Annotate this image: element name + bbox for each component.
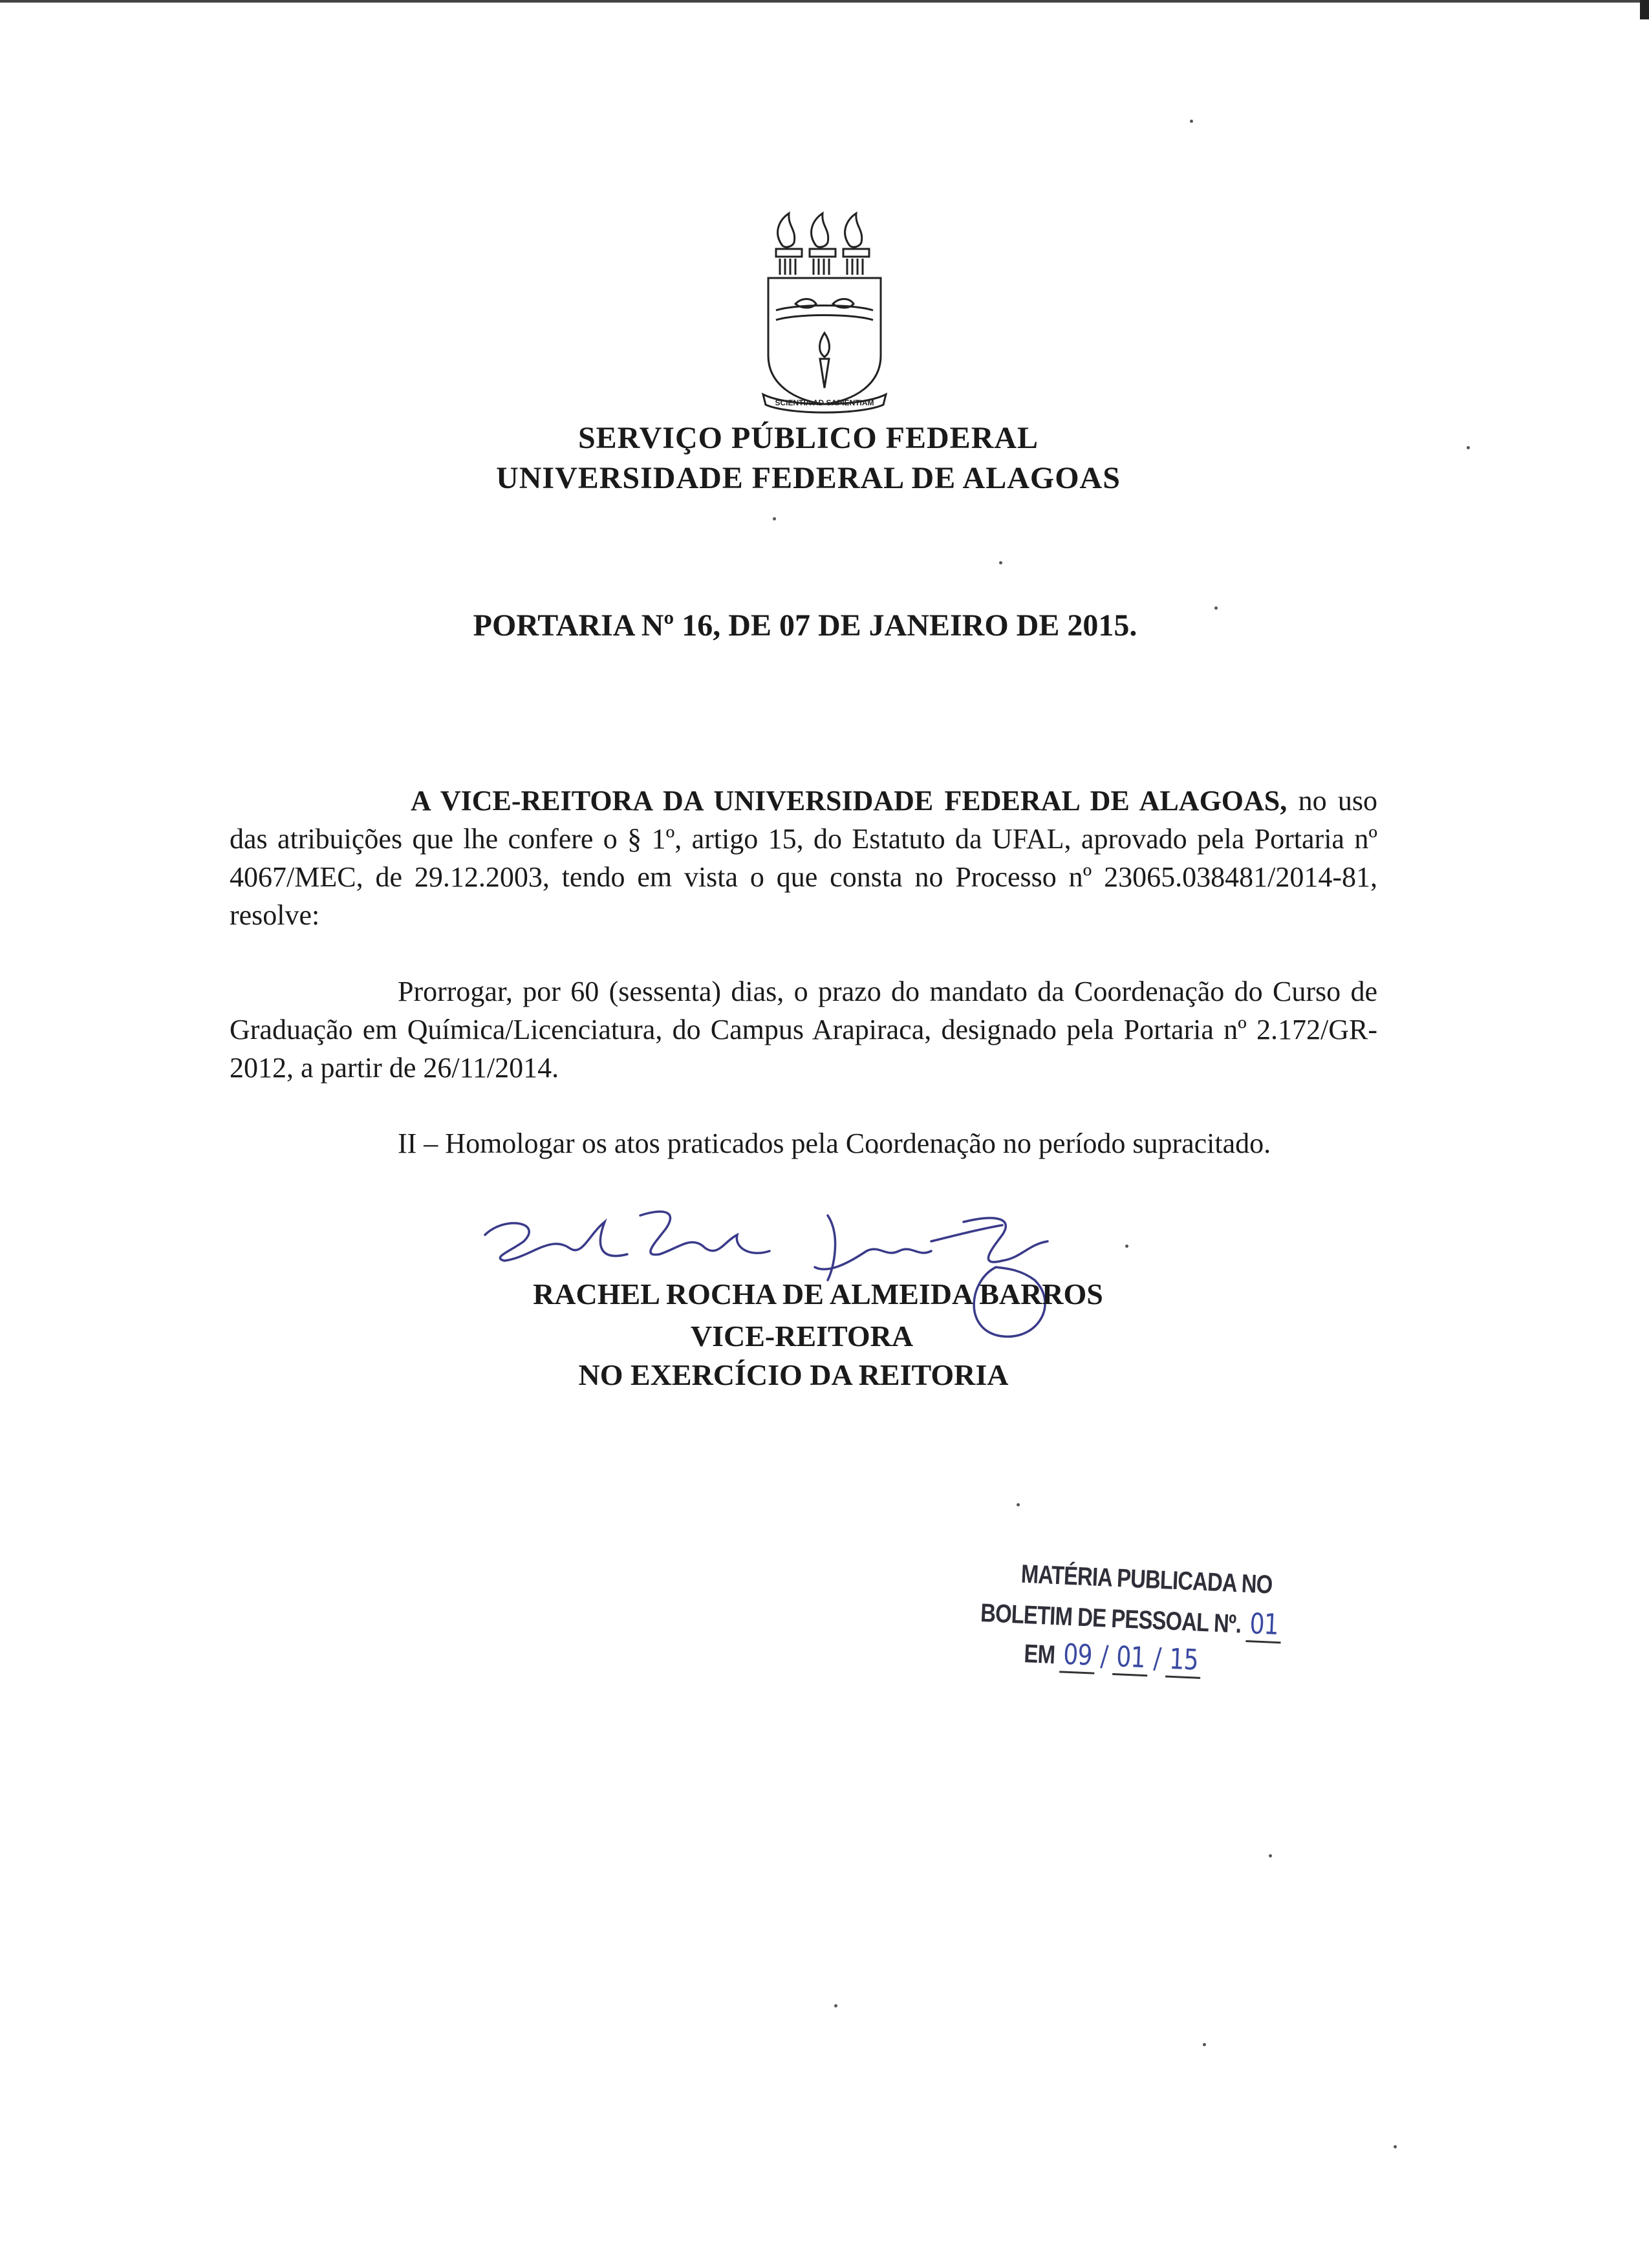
preamble-paragraph xyxy=(230,782,1377,934)
preamble-text: no uso das atribuições que lhe confere o § 1º, artigo 15, do Estatuto da UFAL, aprovado pela Portaria nº 4067/MEC, de 29.12.2003, tendo em vista o que consta no Processo nº 23065.038481/2014-81, resolve: xyxy=(230,785,1377,931)
header-service-line: SERVIÇO PÚBLICO FEDERAL xyxy=(577,421,1039,455)
stamp-line-3 xyxy=(1024,1636,1202,1677)
stamp-date-label: EM xyxy=(1023,1639,1056,1669)
scan-border-corner xyxy=(1640,0,1649,19)
scan-speck xyxy=(1017,1503,1020,1506)
resolution-paragraph-1: Prorrogar, por 60 (sessenta) dias, o prazo do mandato da Coordenação do Curso de Graduação em Química/Licenciatura, do Campus Arapiraca, designado pela Portaria nº 2.172/GR-2012, a partir de 26/11/2014. xyxy=(230,976,1377,1084)
scan-speck xyxy=(1269,1854,1272,1857)
scan-speck xyxy=(1203,2043,1206,2046)
stamp-bulletin-number: 01 xyxy=(1245,1607,1282,1643)
header-university-line: UNIVERSIDADE FEDERAL DE ALAGOAS xyxy=(496,461,1121,495)
signatory-role: VICE-REITORA xyxy=(690,1320,914,1353)
scan-speck xyxy=(1190,120,1193,123)
stamp-line-1: MATÉRIA PUBLICADA NO xyxy=(1020,1559,1273,1599)
scan-speck xyxy=(1394,2145,1397,2148)
signatory-name: RACHEL ROCHA DE ALMEIDA BARROS xyxy=(533,1278,1103,1311)
stamp-date-separator: / xyxy=(1099,1640,1109,1673)
university-crest-logo xyxy=(757,207,892,414)
stamp-date-separator: / xyxy=(1152,1642,1162,1676)
crest-motto: SCIENTIA AD SAPIENTIAM xyxy=(775,398,874,407)
publication-stamp xyxy=(975,1558,1383,1750)
scan-speck xyxy=(834,2004,837,2007)
stamp-date-day: 09 xyxy=(1059,1638,1095,1674)
scan-speck xyxy=(773,517,776,520)
resolution-paragraph-2: II – Homologar os atos praticados pela Coordenação no período supracitado. xyxy=(398,1128,1271,1159)
preamble-authority: A VICE-REITORA DA UNIVERSIDADE FEDERAL DE ALAGOAS, xyxy=(411,785,1288,817)
scan-border-top xyxy=(0,0,1649,3)
document-title: PORTARIA Nº 16, DE 07 DE JANEIRO DE 2015. xyxy=(473,608,1137,643)
stamp-bulletin-label: BOLETIM DE PESSOAL Nº. xyxy=(980,1598,1242,1639)
scan-speck xyxy=(999,561,1002,564)
stamp-date-year: 15 xyxy=(1165,1643,1202,1679)
signatory-role-note: NO EXERCÍCIO DA REITORIA xyxy=(578,1358,1009,1391)
stamp-date-month: 01 xyxy=(1112,1640,1148,1676)
stamp-line-2 xyxy=(980,1596,1282,1642)
